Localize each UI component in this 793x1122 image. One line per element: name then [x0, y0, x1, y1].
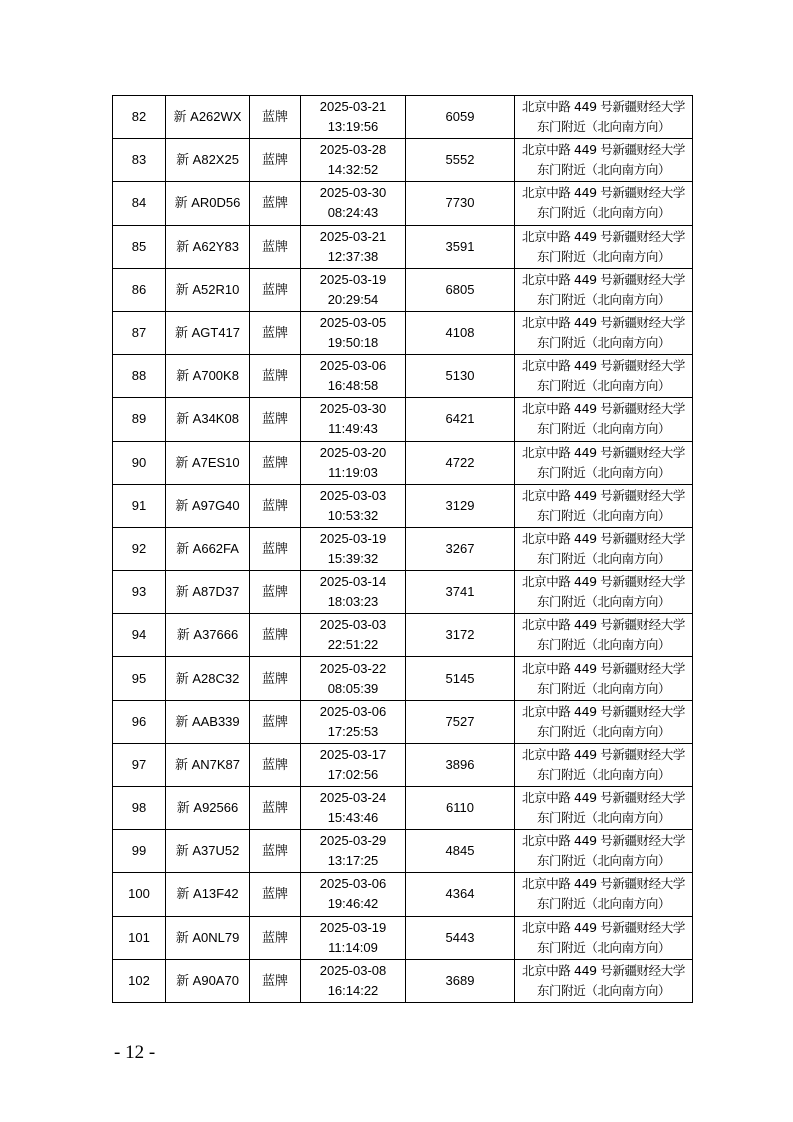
license-plate-cell: 新 A262WX — [166, 96, 250, 139]
datetime-cell — [301, 268, 406, 311]
date-text: 2025-03-08 — [319, 962, 387, 978]
row-number-cell: 96 — [113, 700, 166, 743]
table-row — [113, 311, 693, 354]
record-id-cell: 5552 — [406, 139, 515, 182]
location-line-1: 北京中路 449 号新疆财经大学 — [522, 358, 685, 374]
row-number-cell: 87 — [113, 311, 166, 354]
time-text: 16:48:58 — [327, 378, 379, 394]
location-line-1: 北京中路 449 号新疆财经大学 — [522, 790, 685, 806]
date-text: 2025-03-06 — [319, 358, 387, 374]
table-row — [113, 916, 693, 959]
row-number-cell: 94 — [113, 614, 166, 657]
location-cell — [515, 527, 693, 570]
plate-color-cell: 蓝牌 — [250, 311, 301, 354]
location-cell — [515, 268, 693, 311]
plate-color-cell: 蓝牌 — [250, 614, 301, 657]
datetime-cell — [301, 484, 406, 527]
row-number-cell: 83 — [113, 139, 166, 182]
plate-color-cell: 蓝牌 — [250, 959, 301, 1002]
record-id-cell: 5443 — [406, 916, 515, 959]
license-plate-cell: 新 A28C32 — [166, 657, 250, 700]
location-cell — [515, 787, 693, 830]
location-line-1: 北京中路 449 号新疆财经大学 — [522, 99, 685, 115]
time-text: 11:49:43 — [328, 421, 378, 437]
location-line-1: 北京中路 449 号新疆财经大学 — [522, 487, 685, 503]
location-cell — [515, 916, 693, 959]
time-text: 22:51:22 — [327, 637, 379, 653]
location-line-1: 北京中路 449 号新疆财经大学 — [522, 962, 685, 978]
license-plate-cell: 新 A82X25 — [166, 139, 250, 182]
plate-color-cell: 蓝牌 — [250, 182, 301, 225]
location-line-2: 东门附近（北向南方向） — [536, 594, 671, 610]
plate-color-cell: 蓝牌 — [250, 398, 301, 441]
datetime-cell — [301, 743, 406, 786]
location-line-2: 东门附近（北向南方向） — [536, 335, 671, 351]
row-number-cell: 86 — [113, 268, 166, 311]
plate-color-cell: 蓝牌 — [250, 571, 301, 614]
table-row — [113, 743, 693, 786]
date-text: 2025-03-19 — [319, 271, 387, 287]
record-id-cell: 6805 — [406, 268, 515, 311]
license-plate-cell: 新 A52R10 — [166, 268, 250, 311]
record-id-cell: 4845 — [406, 830, 515, 873]
time-text: 13:19:56 — [327, 119, 379, 135]
row-number-cell: 100 — [113, 873, 166, 916]
datetime-cell — [301, 571, 406, 614]
datetime-cell — [301, 787, 406, 830]
location-line-1: 北京中路 449 号新疆财经大学 — [522, 444, 685, 460]
record-id-cell: 3172 — [406, 614, 515, 657]
date-text: 2025-03-20 — [319, 444, 387, 460]
location-line-2: 东门附近（北向南方向） — [536, 464, 671, 480]
license-plate-cell: 新 A97G40 — [166, 484, 250, 527]
date-text: 2025-03-21 — [319, 228, 387, 244]
table-row — [113, 139, 693, 182]
plate-color-cell: 蓝牌 — [250, 225, 301, 268]
record-id-cell: 6110 — [406, 787, 515, 830]
location-line-1: 北京中路 449 号新疆财经大学 — [522, 919, 685, 935]
table-row — [113, 873, 693, 916]
row-number-cell: 102 — [113, 959, 166, 1002]
datetime-cell — [301, 959, 406, 1002]
location-cell — [515, 225, 693, 268]
table-row — [113, 830, 693, 873]
location-line-2: 东门附近（北向南方向） — [536, 896, 671, 912]
license-plate-cell: 新 A62Y83 — [166, 225, 250, 268]
date-text: 2025-03-30 — [319, 401, 387, 417]
row-number-cell: 97 — [113, 743, 166, 786]
location-line-2: 东门附近（北向南方向） — [536, 119, 671, 135]
record-id-cell: 4364 — [406, 873, 515, 916]
location-line-1: 北京中路 449 号新疆财经大学 — [522, 185, 685, 201]
location-cell — [515, 959, 693, 1002]
time-text: 17:02:56 — [327, 766, 379, 782]
location-line-2: 东门附近（北向南方向） — [536, 421, 671, 437]
plate-color-cell: 蓝牌 — [250, 873, 301, 916]
plate-color-cell: 蓝牌 — [250, 916, 301, 959]
record-id-cell: 3591 — [406, 225, 515, 268]
table-row — [113, 441, 693, 484]
datetime-cell — [301, 916, 406, 959]
datetime-cell — [301, 398, 406, 441]
location-line-2: 东门附近（北向南方向） — [536, 507, 671, 523]
time-text: 11:14:09 — [328, 939, 378, 955]
location-cell — [515, 614, 693, 657]
row-number-cell: 92 — [113, 527, 166, 570]
plate-color-cell: 蓝牌 — [250, 657, 301, 700]
row-number-cell: 93 — [113, 571, 166, 614]
datetime-cell — [301, 657, 406, 700]
record-id-cell: 3267 — [406, 527, 515, 570]
table-row — [113, 182, 693, 225]
table-body — [113, 96, 693, 1003]
time-text: 19:46:42 — [327, 896, 379, 912]
table-row — [113, 571, 693, 614]
time-text: 10:53:32 — [327, 507, 379, 523]
plate-color-cell: 蓝牌 — [250, 96, 301, 139]
location-line-2: 东门附近（北向南方向） — [536, 939, 671, 955]
plate-color-cell: 蓝牌 — [250, 355, 301, 398]
table-row — [113, 484, 693, 527]
time-text: 15:43:46 — [327, 810, 379, 826]
datetime-cell — [301, 614, 406, 657]
table-row — [113, 96, 693, 139]
location-line-1: 北京中路 449 号新疆财经大学 — [522, 401, 685, 417]
time-text: 16:14:22 — [327, 982, 379, 998]
license-plate-cell: 新 A7ES10 — [166, 441, 250, 484]
page-number: - 12 - — [114, 1042, 156, 1063]
location-line-2: 东门附近（北向南方向） — [536, 853, 671, 869]
plate-color-cell: 蓝牌 — [250, 441, 301, 484]
record-id-cell: 7527 — [406, 700, 515, 743]
location-line-2: 东门附近（北向南方向） — [536, 680, 671, 696]
location-cell — [515, 441, 693, 484]
date-text: 2025-03-03 — [319, 487, 387, 503]
record-id-cell: 6421 — [406, 398, 515, 441]
record-id-cell: 6059 — [406, 96, 515, 139]
time-text: 15:39:32 — [327, 550, 379, 566]
table-row — [113, 700, 693, 743]
license-plate-cell: 新 A0NL79 — [166, 916, 250, 959]
plate-color-cell: 蓝牌 — [250, 268, 301, 311]
location-line-2: 东门附近（北向南方向） — [536, 550, 671, 566]
location-cell — [515, 355, 693, 398]
location-line-1: 北京中路 449 号新疆财经大学 — [522, 876, 685, 892]
location-line-2: 东门附近（北向南方向） — [536, 982, 671, 998]
location-cell — [515, 873, 693, 916]
row-number-cell: 82 — [113, 96, 166, 139]
license-plate-cell: 新 A13F42 — [166, 873, 250, 916]
location-cell — [515, 398, 693, 441]
datetime-cell — [301, 225, 406, 268]
plate-color-cell: 蓝牌 — [250, 139, 301, 182]
location-line-2: 东门附近（北向南方向） — [536, 810, 671, 826]
table-row — [113, 355, 693, 398]
location-cell — [515, 571, 693, 614]
violation-table — [112, 95, 693, 1003]
location-cell — [515, 484, 693, 527]
date-text: 2025-03-06 — [319, 876, 387, 892]
location-cell — [515, 182, 693, 225]
datetime-cell — [301, 139, 406, 182]
license-plate-cell: 新 AAB339 — [166, 700, 250, 743]
time-text: 14:32:52 — [327, 162, 379, 178]
date-text: 2025-03-19 — [319, 530, 387, 546]
table-row — [113, 225, 693, 268]
date-text: 2025-03-28 — [319, 142, 387, 158]
location-line-1: 北京中路 449 号新疆财经大学 — [522, 746, 685, 762]
row-number-cell: 89 — [113, 398, 166, 441]
location-line-1: 北京中路 449 号新疆财经大学 — [522, 703, 685, 719]
location-line-1: 北京中路 449 号新疆财经大学 — [522, 228, 685, 244]
location-cell — [515, 830, 693, 873]
date-text: 2025-03-22 — [319, 660, 387, 676]
location-line-1: 北京中路 449 号新疆财经大学 — [522, 574, 685, 590]
location-line-1: 北京中路 449 号新疆财经大学 — [522, 617, 685, 633]
location-cell — [515, 700, 693, 743]
license-plate-cell: 新 AR0D56 — [166, 182, 250, 225]
table-row — [113, 614, 693, 657]
plate-color-cell: 蓝牌 — [250, 830, 301, 873]
location-line-1: 北京中路 449 号新疆财经大学 — [522, 142, 685, 158]
row-number-cell: 98 — [113, 787, 166, 830]
plate-color-cell: 蓝牌 — [250, 700, 301, 743]
record-id-cell: 3741 — [406, 571, 515, 614]
location-line-2: 东门附近（北向南方向） — [536, 637, 671, 653]
row-number-cell: 95 — [113, 657, 166, 700]
location-line-2: 东门附近（北向南方向） — [536, 766, 671, 782]
datetime-cell — [301, 96, 406, 139]
date-text: 2025-03-21 — [319, 99, 387, 115]
license-plate-cell: 新 A34K08 — [166, 398, 250, 441]
row-number-cell: 99 — [113, 830, 166, 873]
license-plate-cell: 新 A87D37 — [166, 571, 250, 614]
time-text: 17:25:53 — [327, 723, 379, 739]
location-line-1: 北京中路 449 号新疆财经大学 — [522, 315, 685, 331]
plate-color-cell: 蓝牌 — [250, 787, 301, 830]
location-cell — [515, 139, 693, 182]
table-row — [113, 268, 693, 311]
date-text: 2025-03-17 — [319, 746, 387, 762]
license-plate-cell: 新 A700K8 — [166, 355, 250, 398]
time-text: 11:19:03 — [328, 464, 378, 480]
date-text: 2025-03-14 — [319, 574, 387, 590]
table-row — [113, 787, 693, 830]
location-cell — [515, 743, 693, 786]
location-line-2: 东门附近（北向南方向） — [536, 378, 671, 394]
location-line-1: 北京中路 449 号新疆财经大学 — [522, 660, 685, 676]
date-text: 2025-03-19 — [319, 919, 387, 935]
license-plate-cell: 新 A90A70 — [166, 959, 250, 1002]
date-text: 2025-03-30 — [319, 185, 387, 201]
record-id-cell: 3689 — [406, 959, 515, 1002]
record-id-cell: 7730 — [406, 182, 515, 225]
table-row — [113, 398, 693, 441]
location-cell — [515, 311, 693, 354]
time-text: 20:29:54 — [327, 291, 379, 307]
datetime-cell — [301, 527, 406, 570]
location-line-2: 东门附近（北向南方向） — [536, 723, 671, 739]
plate-color-cell: 蓝牌 — [250, 743, 301, 786]
row-number-cell: 88 — [113, 355, 166, 398]
location-line-2: 东门附近（北向南方向） — [536, 205, 671, 221]
table-row — [113, 527, 693, 570]
time-text: 13:17:25 — [327, 853, 379, 869]
record-id-cell: 3896 — [406, 743, 515, 786]
location-line-1: 北京中路 449 号新疆财经大学 — [522, 833, 685, 849]
datetime-cell — [301, 182, 406, 225]
datetime-cell — [301, 441, 406, 484]
license-plate-cell: 新 A37666 — [166, 614, 250, 657]
location-line-2: 东门附近（北向南方向） — [536, 291, 671, 307]
location-line-2: 东门附近（北向南方向） — [536, 248, 671, 264]
date-text: 2025-03-05 — [319, 315, 387, 331]
row-number-cell: 85 — [113, 225, 166, 268]
datetime-cell — [301, 355, 406, 398]
date-text: 2025-03-24 — [319, 790, 387, 806]
record-id-cell: 5145 — [406, 657, 515, 700]
row-number-cell: 90 — [113, 441, 166, 484]
location-cell — [515, 657, 693, 700]
record-id-cell: 4722 — [406, 441, 515, 484]
license-plate-cell: 新 A662FA — [166, 527, 250, 570]
license-plate-cell: 新 A92566 — [166, 787, 250, 830]
plate-color-cell: 蓝牌 — [250, 484, 301, 527]
license-plate-cell: 新 AGT417 — [166, 311, 250, 354]
table-row — [113, 959, 693, 1002]
row-number-cell: 84 — [113, 182, 166, 225]
location-line-1: 北京中路 449 号新疆财经大学 — [522, 530, 685, 546]
datetime-cell — [301, 700, 406, 743]
table-row — [113, 657, 693, 700]
record-id-cell: 3129 — [406, 484, 515, 527]
license-plate-cell: 新 AN7K87 — [166, 743, 250, 786]
time-text: 08:05:39 — [327, 680, 379, 696]
time-text: 18:03:23 — [327, 594, 379, 610]
date-text: 2025-03-29 — [319, 833, 387, 849]
time-text: 08:24:43 — [327, 205, 379, 221]
location-cell — [515, 96, 693, 139]
plate-color-cell: 蓝牌 — [250, 527, 301, 570]
time-text: 19:50:18 — [327, 335, 379, 351]
time-text: 12:37:38 — [327, 248, 379, 264]
record-id-cell: 4108 — [406, 311, 515, 354]
row-number-cell: 101 — [113, 916, 166, 959]
location-line-1: 北京中路 449 号新疆财经大学 — [522, 271, 685, 287]
date-text: 2025-03-06 — [319, 703, 387, 719]
record-id-cell: 5130 — [406, 355, 515, 398]
date-text: 2025-03-03 — [319, 617, 387, 633]
location-line-2: 东门附近（北向南方向） — [536, 162, 671, 178]
row-number-cell: 91 — [113, 484, 166, 527]
license-plate-cell: 新 A37U52 — [166, 830, 250, 873]
violation-table-container — [112, 95, 693, 1003]
datetime-cell — [301, 873, 406, 916]
datetime-cell — [301, 830, 406, 873]
datetime-cell — [301, 311, 406, 354]
